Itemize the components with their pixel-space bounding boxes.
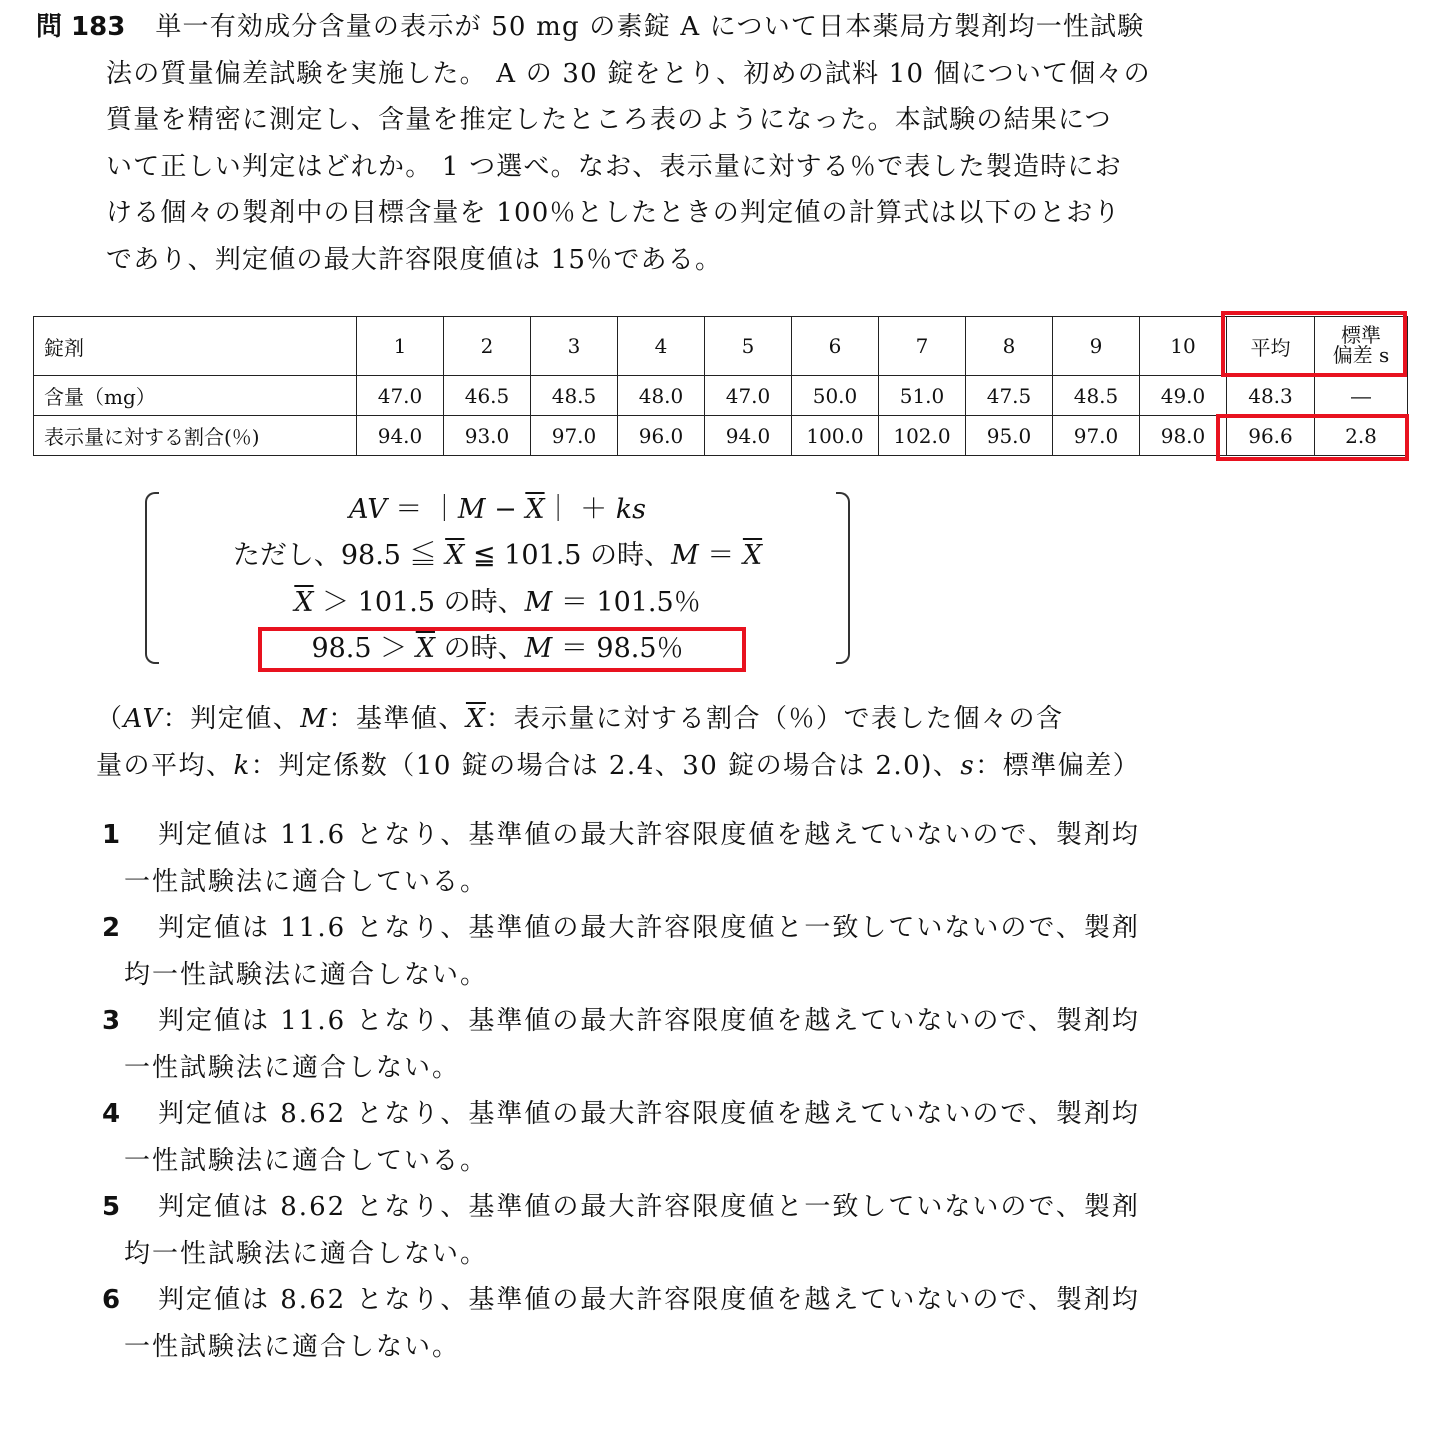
- question-line: いて正しい判定はどれか。 1 つ選べ。なお、表示量に対する％で表した製造時にお: [106, 151, 1122, 182]
- question-stem: [36, 4, 1406, 284]
- highlight-box-header: [1221, 311, 1407, 377]
- choice-item[interactable]: 1 判定値は 11.6 となり、基準値の最大許容限度値を越えていないので、製剤均 一性試験法に適合している。: [102, 812, 1412, 905]
- table-cell: 46.5: [444, 376, 531, 416]
- table-row: [34, 376, 1408, 416]
- question-line: であり、判定値の最大許容限度値は 15％である。: [106, 244, 723, 275]
- choice-item[interactable]: 6 判定値は 8.62 となり、基準値の最大許容限度値を越えていないので、製剤均 一性試験法に適合しない。: [102, 1277, 1412, 1370]
- table-cell: 49.0: [1140, 376, 1227, 416]
- formula-line: $98.5 > \overline{X}$ の時、M ＝ 98.5％: [311, 633, 684, 664]
- table-cell: 100.0: [792, 416, 879, 456]
- answer-choices: [102, 812, 1412, 1370]
- formula-line: AV ＝ ｜M − $\overline{X}|$ ＋ ks: [349, 494, 646, 525]
- row-label: 含量（mg）: [34, 376, 357, 416]
- header-tablet: 8: [966, 317, 1053, 376]
- table-cell: 94.0: [357, 416, 444, 456]
- note-line: （AV：判定値、M：基準値、$\overline{X}$：表示量に対する割合（％）で表した個々の含: [96, 704, 1064, 734]
- table-cell: 51.0: [879, 376, 966, 416]
- mean-cell: 48.3: [1227, 376, 1315, 416]
- table-cell: 47.5: [966, 376, 1053, 416]
- header-tablet: 2: [444, 317, 531, 376]
- table-cell: 47.0: [705, 376, 792, 416]
- choice-item[interactable]: 4 判定値は 8.62 となり、基準値の最大許容限度値を越えていないので、製剤均 一性試験法に適合している。: [102, 1091, 1412, 1184]
- header-tablet: 5: [705, 317, 792, 376]
- table-cell: 48.5: [1053, 376, 1140, 416]
- header-tablet: 4: [618, 317, 705, 376]
- table-cell: 93.0: [444, 416, 531, 456]
- question-number: 問 183: [36, 12, 126, 42]
- choice-number: 4: [102, 1099, 121, 1129]
- formula-legend: [96, 696, 1406, 789]
- sd-cell: 2.8: [1315, 416, 1408, 456]
- table-cell: 95.0: [966, 416, 1053, 456]
- header-sd: 標準 偏差 s: [1315, 317, 1408, 376]
- choice-item[interactable]: 5 判定値は 8.62 となり、基準値の最大許容限度値と一致していないので、製剤 均一性試験法に適合しない。: [102, 1184, 1412, 1277]
- table-cell: 96.0: [618, 416, 705, 456]
- header-tablet: 3: [531, 317, 618, 376]
- question-line: ける個々の製剤中の目標含量を 100％としたときの判定値の計算式は以下のとおり: [106, 198, 1121, 229]
- table-cell: 97.0: [531, 416, 618, 456]
- choice-number: 2: [102, 913, 121, 943]
- table-cell: 97.0: [1053, 416, 1140, 456]
- table-cell: 94.0: [705, 416, 792, 456]
- highlight-box-formula: [258, 627, 746, 672]
- table-cell: 48.5: [531, 376, 618, 416]
- header-label: 錠剤: [34, 317, 357, 376]
- question-line: 質量を精密に測定し、含量を推定したところ表のようになった。本試験の結果につ: [106, 105, 1112, 136]
- table-row: [34, 416, 1408, 456]
- header-tablet: 7: [879, 317, 966, 376]
- header-tablet: 6: [792, 317, 879, 376]
- choice-number: 3: [102, 1006, 121, 1036]
- sd-cell: ―: [1315, 376, 1408, 416]
- table-cell: 50.0: [792, 376, 879, 416]
- choice-number: 6: [102, 1285, 121, 1315]
- header-tablet: 1: [357, 317, 444, 376]
- choice-item[interactable]: 2 判定値は 11.6 となり、基準値の最大許容限度値と一致していないので、製剤 均一性試験法に適合しない。: [102, 905, 1412, 998]
- header-tablet: 10: [1140, 317, 1227, 376]
- note-line: 量の平均、k：判定係数（10 錠の場合は 2.4、30 錠の場合は 2.0)、s：標準偏差）: [96, 750, 1141, 781]
- table-cell: 98.0: [1140, 416, 1227, 456]
- choice-number: 5: [102, 1192, 121, 1222]
- question-line: 法の質量偏差試験を実施した。 A の 30 錠をとり、初めの試料 10 個について個々の: [106, 58, 1151, 89]
- header-mean: 平均: [1227, 317, 1315, 376]
- header-tablet: 9: [1053, 317, 1140, 376]
- highlight-box-values: [1216, 414, 1409, 461]
- row-label: 表示量に対する割合(％): [34, 416, 357, 456]
- table-header-row: [34, 317, 1408, 376]
- mean-cell: 96.6: [1227, 416, 1315, 456]
- table-cell: 48.0: [618, 376, 705, 416]
- question-line: 問 183 単一有効成分含量の表示が 50 mg の素錠 A について日本薬局方製剤均一性試験: [36, 12, 1145, 42]
- table-cell: 47.0: [357, 376, 444, 416]
- table-cell: 102.0: [879, 416, 966, 456]
- choice-number: 1: [102, 820, 121, 850]
- content-table: [33, 316, 1408, 456]
- choice-item[interactable]: 3 判定値は 11.6 となり、基準値の最大許容限度値を越えていないので、製剤均 一性試験法に適合しない。: [102, 998, 1412, 1091]
- formula-line: ただし、98.5 ≦ $\overline{X}$ ≦ 101.5 の時、$M = \overline{X}$: [232, 540, 763, 571]
- formula-line: $\overline{X} > 101.5$ の時、M ＝ 101.5％: [294, 587, 701, 618]
